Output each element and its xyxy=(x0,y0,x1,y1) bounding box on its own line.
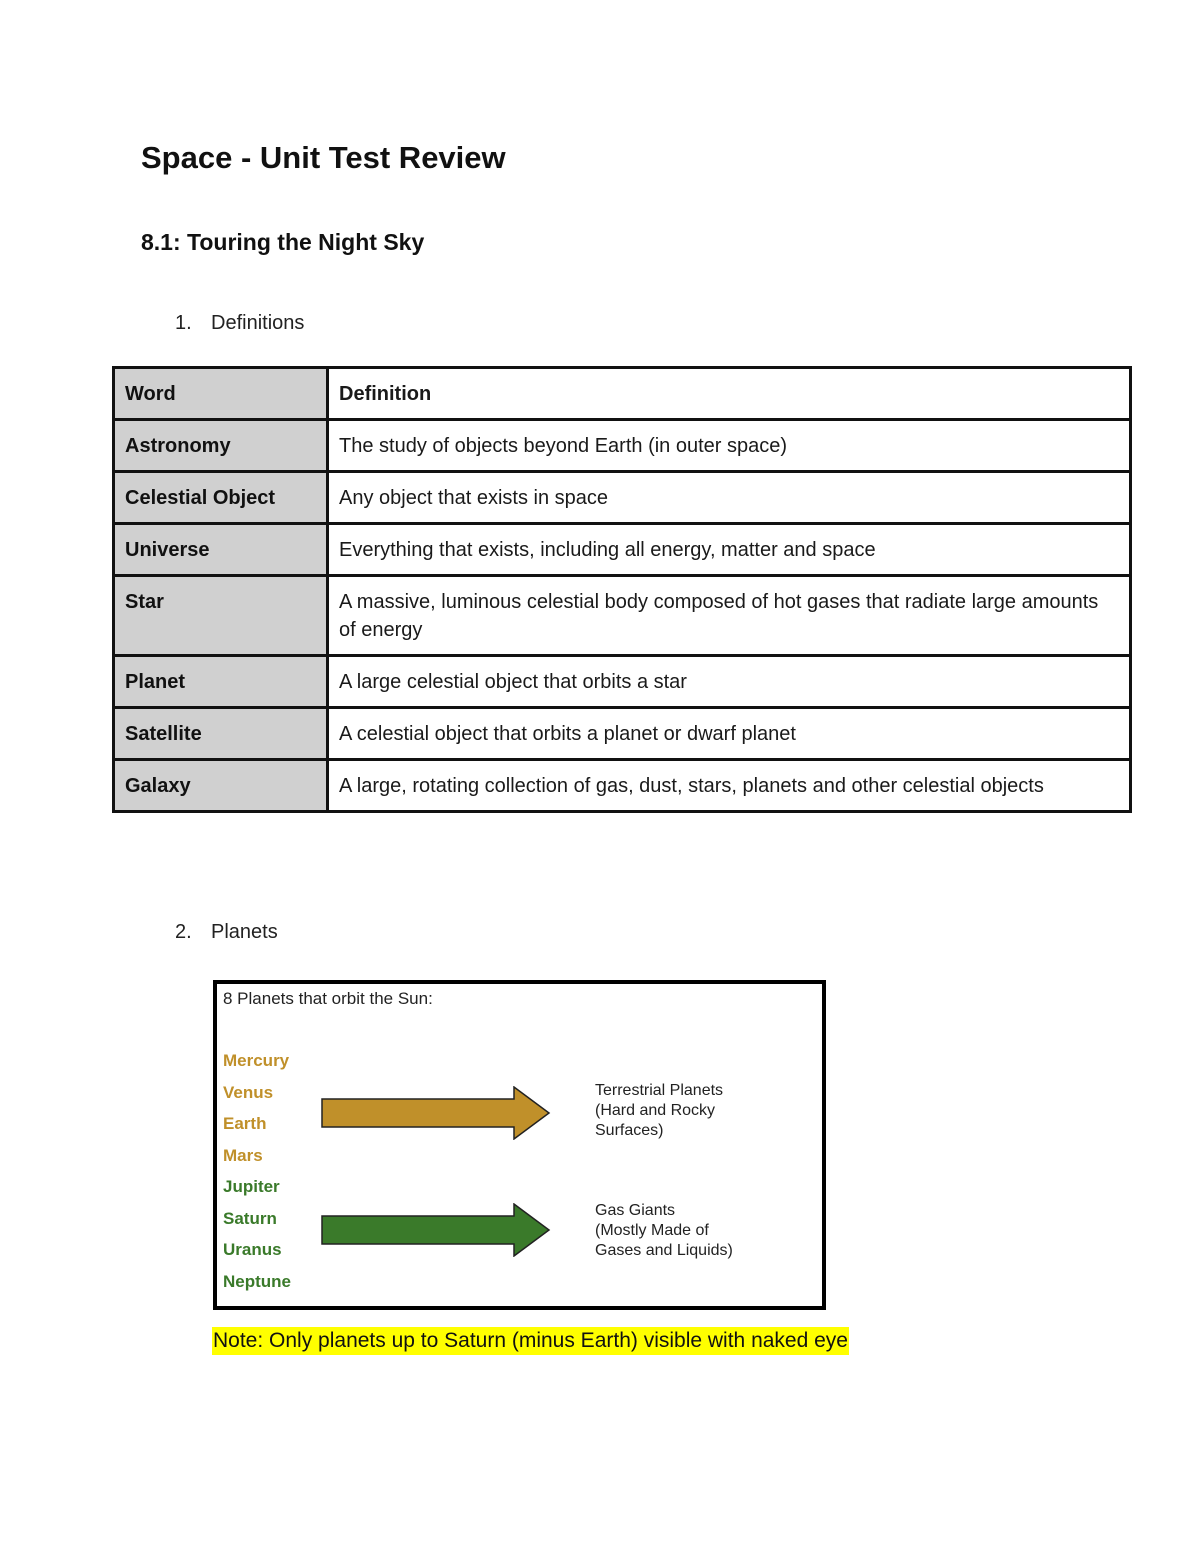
terrestrial-label-line: Terrestrial Planets xyxy=(595,1082,724,1099)
table-header-row xyxy=(114,368,1131,420)
list-number: 1. xyxy=(175,312,192,334)
gas-giants-label-line: (Mostly Made of xyxy=(595,1222,709,1239)
list-item-planets xyxy=(175,921,278,944)
planets-diagram xyxy=(213,980,826,1310)
terrestrial-label-line: (Hard and Rocky xyxy=(595,1102,716,1119)
list-label: Definitions xyxy=(211,312,305,334)
definition-cell: Any object that exists in space xyxy=(328,472,1131,524)
header-definition: Definition xyxy=(328,368,1131,420)
planet-label-gas: Saturn xyxy=(223,1209,277,1228)
header-word: Word xyxy=(114,368,328,420)
terrestrial-label-line: Surfaces) xyxy=(595,1122,664,1139)
terrestrial-arrow xyxy=(321,1086,553,1140)
planet-label-gas: Uranus xyxy=(223,1240,282,1259)
term-cell: Astronomy xyxy=(114,420,328,472)
planet-label-terrestrial: Mars xyxy=(223,1146,263,1165)
visibility-note: Note: Only planets up to Saturn (minus Earth) visible with naked eye xyxy=(212,1327,849,1355)
definition-cell: A large, rotating collection of gas, dust, stars, planets and other celestial objects xyxy=(328,760,1131,812)
planet-label-gas: Jupiter xyxy=(223,1177,280,1196)
diagram-title: 8 Planets that orbit the Sun: xyxy=(223,989,433,1008)
table-row xyxy=(114,708,1131,760)
table-row xyxy=(114,576,1131,656)
gas-giants-arrow xyxy=(321,1203,553,1257)
gas-giants-label-line: Gas Giants xyxy=(595,1202,676,1219)
term-cell: Galaxy xyxy=(114,760,328,812)
definition-cell: A large celestial object that orbits a star xyxy=(328,656,1131,708)
list-item-definitions xyxy=(175,312,304,335)
gas-giants-arrow-shape xyxy=(322,1204,549,1256)
terrestrial-arrow-shape xyxy=(322,1087,549,1139)
term-cell: Planet xyxy=(114,656,328,708)
gas-giants-label-line: Gases and Liquids) xyxy=(595,1242,733,1259)
term-cell: Star xyxy=(114,576,328,656)
table-row xyxy=(114,760,1131,812)
list-label: Planets xyxy=(211,921,278,943)
planet-label-terrestrial: Venus xyxy=(223,1083,274,1102)
definition-cell: Everything that exists, including all energy, matter and space xyxy=(328,524,1131,576)
gas-giants-label xyxy=(595,1201,733,1261)
table-row xyxy=(114,656,1131,708)
table-row xyxy=(114,524,1131,576)
term-cell: Celestial Object xyxy=(114,472,328,524)
list-number: 2. xyxy=(175,921,192,943)
table-row xyxy=(114,420,1131,472)
page-title: Space - Unit Test Review xyxy=(141,140,506,175)
table-row xyxy=(114,472,1131,524)
term-cell: Satellite xyxy=(114,708,328,760)
definitions-table xyxy=(112,366,1132,813)
terrestrial-label xyxy=(595,1081,723,1141)
section-title: 8.1: Touring the Night Sky xyxy=(141,229,425,255)
planet-label-terrestrial: Earth xyxy=(223,1114,267,1133)
planet-label-terrestrial: Mercury xyxy=(223,1051,290,1070)
definition-cell: The study of objects beyond Earth (in outer space) xyxy=(328,420,1131,472)
definition-cell: A celestial object that orbits a planet or dwarf planet xyxy=(328,708,1131,760)
planet-label-gas: Neptune xyxy=(223,1272,291,1291)
definition-cell: A massive, luminous celestial body composed of hot gases that radiate large amounts of energy xyxy=(328,576,1131,656)
term-cell: Universe xyxy=(114,524,328,576)
